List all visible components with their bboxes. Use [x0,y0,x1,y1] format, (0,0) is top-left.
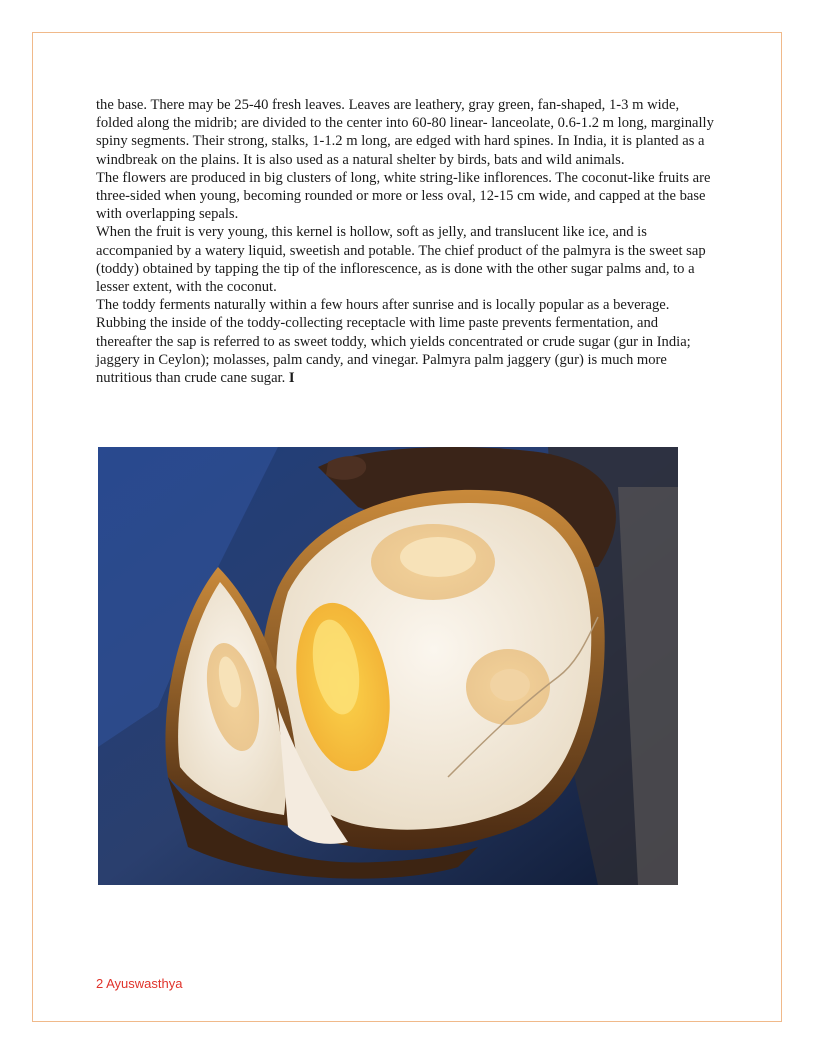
paragraph-toddy [96,296,716,387]
paragraph-toddy-bold-tail: I [288,370,295,387]
paragraph-leaves: the base. There may be 25-40 fresh leaves. Leaves are leathery, gray green, fan-shaped, 1-3 m wide, folded along the midrib; are divided to the center into 60-80 linear- lanceolate, 0.6-1.2 m long, marginally spiny segments. Their strong, stalks, 1-1.2 m long, are edged with hard spines. In India, it is planted as a windbreak on the plains. It is also used as a natural shelter by birds, bats and wild animals. [96,97,714,168]
footer-page-label: 2 Ayuswasthya [96,976,183,991]
body-text [96,96,716,387]
palmyra-fruit-photo [98,447,678,885]
paragraph-flowers: The flowers are produced in big clusters of long, white string-like inflorences. The coconut-like fruits are three-sided when young, becoming rounded or more or less oval, 12-15 cm wide, and capped at the base with overlapping sepals. [96,169,711,223]
paragraph-toddy-text: The toddy ferments naturally within a few hours after sunrise and is locally popular as a beverage. Rubbing the inside of the toddy-collecting receptacle with lime paste prevents fermentation, and thereafter the sap is referred to as sweet toddy, which yields concentrated or crude sugar (gur in India; jaggery in Ceylon); molasses, palm candy, and vinegar. Palmyra palm jaggery (gur) is much more nutritious than crude cane sugar. [96,297,691,387]
paragraph-kernel: When the fruit is very young, this kernel is hollow, soft as jelly, and translucent like ice, and is accompanied by a watery liquid, sweetish and potable. The chief product of the palmyra is the sweet sap (toddy) obtained by tapping the tip of the inflorescence, as is done with the other sugar palms and, to a lesser extent, with the coconut. [96,224,706,296]
